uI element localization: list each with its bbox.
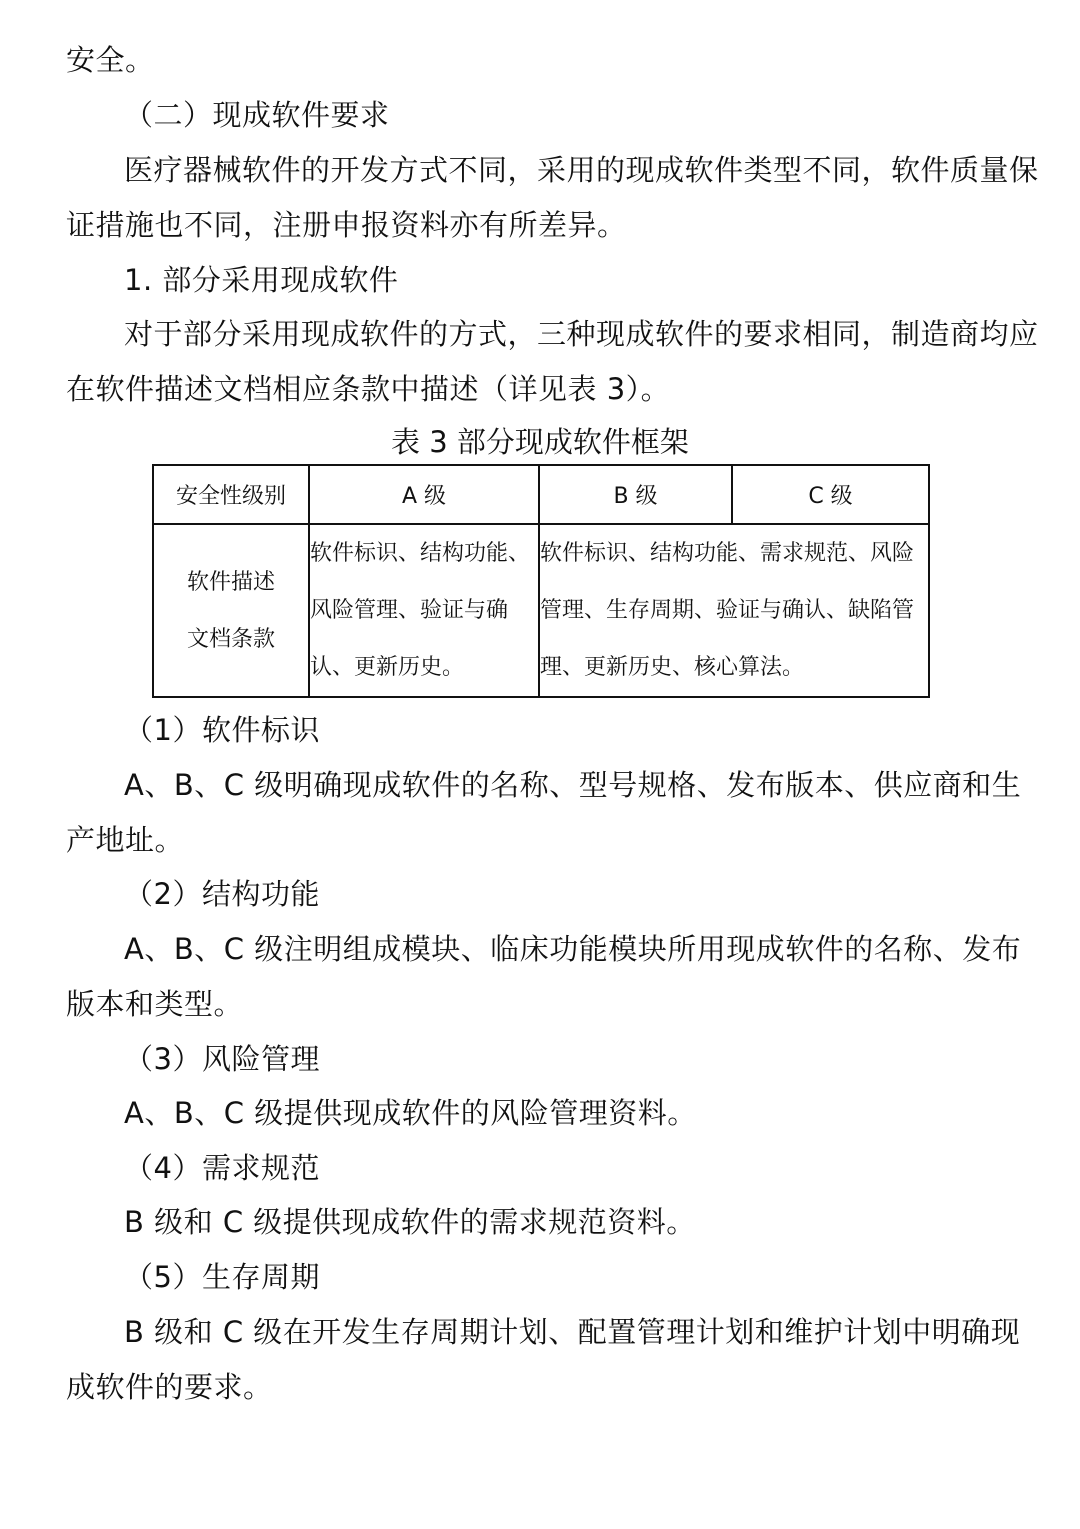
item-heading: （4）需求规范	[124, 1151, 320, 1185]
paragraph-line: B 级和 C 级在开发生存周期计划、配置管理计划和维护计划中明确现	[124, 1315, 1021, 1349]
paragraph-line: B 级和 C 级提供现成软件的需求规范资料。	[124, 1205, 696, 1239]
paragraph-line: 证措施也不同，注册申报资料亦有所差异。	[66, 208, 627, 242]
header-level-a: A 级	[309, 465, 539, 524]
item-heading: （1）软件标识	[124, 713, 320, 747]
paragraph-line: A、B、C 级提供现成软件的风险管理资料。	[124, 1096, 697, 1130]
paragraph-line: A、B、C 级注明组成模块、临床功能模块所用现成软件的名称、发布	[124, 932, 1022, 966]
framework-table	[152, 464, 930, 698]
item-heading: （2）结构功能	[124, 877, 320, 911]
cell-text-line: 风险管理、验证与确	[310, 598, 509, 623]
header-level-c: C 级	[732, 465, 929, 524]
paragraph-line: 版本和类型。	[66, 987, 244, 1021]
header-safety-level: 安全性级别	[153, 465, 309, 524]
cell-text-line: 软件标识、结构功能、	[310, 541, 531, 566]
row-label-line: 文档条款	[186, 626, 275, 652]
paragraph-line: 在软件描述文档相应条款中描述（详见表 3）。	[66, 372, 671, 406]
level-a-cell	[309, 524, 539, 697]
cell-text-line: 认、更新历史。	[310, 655, 465, 680]
table-header-row	[153, 465, 929, 524]
header-level-b: B 级	[539, 465, 732, 524]
paragraph-line: 产地址。	[66, 823, 185, 857]
paragraph-line: 安全。	[66, 43, 155, 77]
paragraph-line: 对于部分采用现成软件的方式，三种现成软件的要求相同，制造商均应	[124, 317, 1039, 351]
item-heading: （3）风险管理	[124, 1042, 320, 1076]
item-heading: （5）生存周期	[124, 1260, 320, 1294]
section-heading: （二）现成软件要求	[124, 98, 390, 132]
level-bc-cell	[539, 524, 929, 697]
subsection-heading: 1. 部分采用现成软件	[124, 263, 399, 297]
cell-text-line: 管理、生存周期、验证与确认、缺陷管	[540, 598, 915, 623]
paragraph-line: 成软件的要求。	[66, 1370, 273, 1404]
table-row	[153, 524, 929, 697]
row-label-cell	[153, 524, 309, 697]
cell-text-line: 理、更新历史、核心算法。	[540, 655, 805, 680]
paragraph-line: A、B、C 级明确现成软件的名称、型号规格、发布版本、供应商和生	[124, 768, 1022, 802]
paragraph-line: 医疗器械软件的开发方式不同，采用的现成软件类型不同，软件质量保	[124, 153, 1039, 187]
cell-text-line: 软件标识、结构功能、需求规范、风险	[540, 541, 915, 566]
table-caption: 表 3 部分现成软件框架	[391, 425, 689, 459]
row-label-line: 软件描述	[186, 569, 275, 595]
